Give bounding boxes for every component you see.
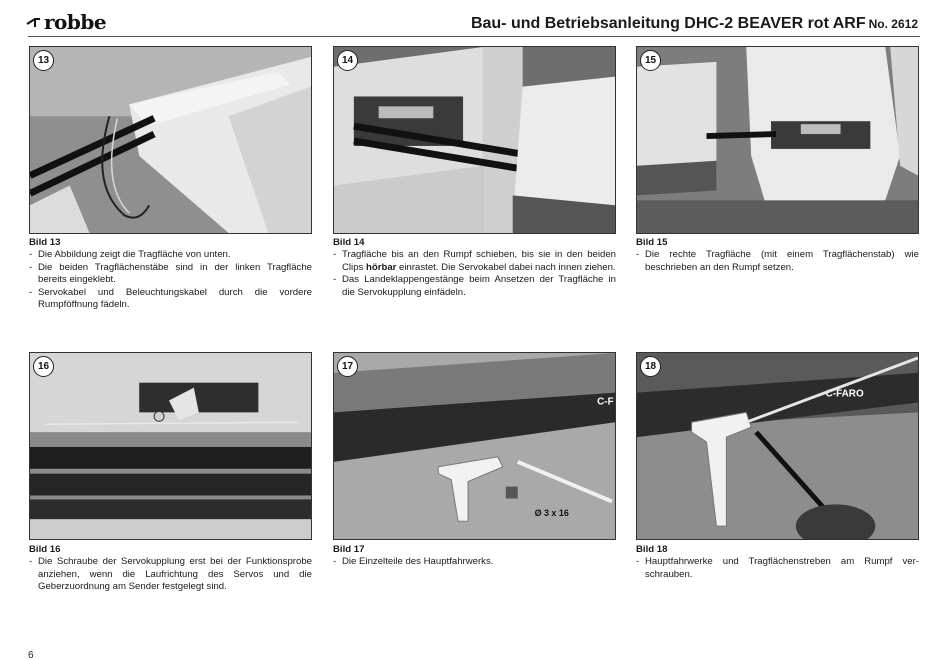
caption-item: - Die Abbildung zeigt die Tragfläche von unten.: [29, 249, 312, 261]
logo-mark-icon: [26, 15, 42, 29]
figure-badge: 15: [640, 50, 661, 71]
caption-item: - Die Schraube der Servokupplung erst bei der Funktionsprobe anziehen, wenn die Laufrichtung des Servos und die Geberzuordnung am Sender festgelegt sind.: [29, 556, 312, 593]
caption-title: Bild 16: [29, 544, 61, 555]
caption-text: Tragfläche bis an den Rumpf schieben, bis sie in den beiden Clips: [342, 249, 616, 273]
aircraft-registration: C-F: [597, 396, 614, 408]
caption-list: [636, 556, 919, 581]
header-divider: [28, 36, 920, 37]
landing-gear-parts-photo: [334, 353, 615, 539]
caption-bild-15: [636, 237, 919, 274]
caption-item: - Servokabel und Beleuchtungskabel durch die vordere Rumpföffnung fädeln.: [29, 287, 312, 312]
caption-title: Bild 13: [29, 237, 61, 248]
manual-title: Bau- und Betriebsanleitung DHC-2 BEAVER rot ARF: [470, 15, 866, 32]
right-wing-photo: [637, 47, 918, 233]
caption-list: [29, 249, 312, 311]
brand-name: robbe: [44, 10, 107, 34]
caption-item: - Hauptfahrwerke und Tragflächenstreben am Rumpf ver-schrauben.: [636, 556, 919, 581]
gear-mounting-photo: [637, 353, 918, 539]
caption-text: einrastet. Die Servokabel dabei nach innen ziehen.: [396, 261, 616, 273]
figure-badge: 18: [640, 356, 661, 377]
caption-title: Bild 15: [636, 237, 668, 248]
caption-item: - Die beiden Tragflächenstäbe sind in der linken Tragfläche bereits eingeklebt.: [29, 262, 312, 287]
photo-bild-14: [333, 46, 616, 234]
screw-size-label: Ø 3 x 16: [534, 508, 569, 519]
robbe-logo: [26, 11, 106, 33]
figure-badge: 13: [33, 50, 54, 71]
caption-bild-14: [333, 237, 616, 299]
page-number: 6: [28, 650, 34, 660]
wing-attach-photo: [334, 47, 615, 233]
figure-badge: 17: [337, 356, 358, 377]
photo-bild-17: [333, 352, 616, 540]
caption-bild-17: [333, 544, 616, 569]
caption-title: Bild 14: [333, 237, 365, 248]
photo-bild-18: [636, 352, 919, 540]
figure-badge: 14: [337, 50, 358, 71]
caption-bild-13: [29, 237, 312, 311]
caption-list: [333, 556, 616, 568]
servo-coupling-photo: [30, 353, 311, 539]
photo-bild-15: [636, 46, 919, 234]
caption-bild-16: [29, 544, 312, 594]
figure-badge: 16: [33, 356, 54, 377]
page-title: [471, 15, 918, 33]
caption-title: Bild 17: [333, 544, 365, 555]
photo-bild-16: [29, 352, 312, 540]
caption-emphasis: hörbar: [366, 261, 397, 273]
aircraft-registration: C-FARO: [825, 388, 864, 400]
article-number: No. 2612: [868, 17, 918, 31]
caption-list: [29, 556, 312, 593]
caption-item: - Die rechte Tragfläche (mit einem Tragflächenstab) wie beschrieben an den Rumpf setzen.: [636, 249, 919, 274]
photo-bild-13: [29, 46, 312, 234]
caption-title: Bild 18: [636, 544, 668, 555]
caption-list: [333, 249, 616, 299]
caption-item: - Das Landeklappengestänge beim Ansetzen der Tragfläche in die Servokupplung einfädeln.: [333, 274, 616, 299]
caption-item: [333, 249, 616, 274]
caption-item: - Die Einzelteile des Hauptfahrwerks.: [333, 556, 616, 568]
caption-list: [636, 249, 919, 274]
wing-underside-photo: [30, 47, 311, 233]
caption-bild-18: [636, 544, 919, 581]
